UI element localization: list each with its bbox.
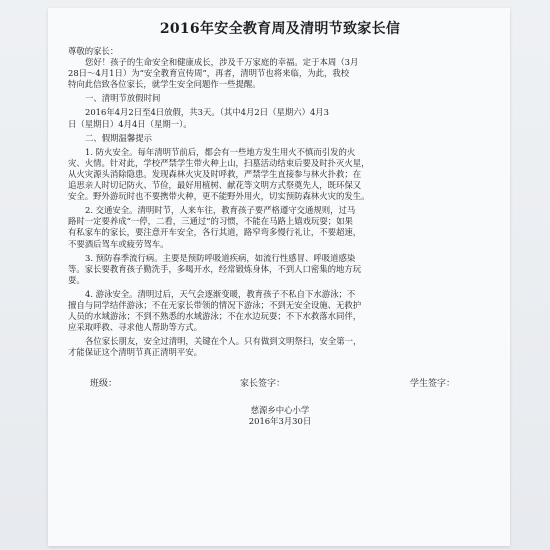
section-line: 2016年4月2日至4日放假，共3天。（其中4月2日（星期六）4月3 bbox=[85, 107, 329, 118]
item-line: 追思亲人时切记防火、节俭，最好用植树、献花等文明方式祭奠先人，既环保又 bbox=[68, 180, 362, 191]
item-line: 等。家长要教育孩子勤洗手，多喝开水，经常锻炼身体，不到人口密集的地方玩 bbox=[68, 263, 362, 274]
item-line: 擅自与同学结伴游泳；不在无家长带领的情况下游泳；不到无安全设施、无救护 bbox=[68, 299, 362, 310]
letter-footer bbox=[68, 405, 492, 427]
section-heading: 二、假期温馨提示 bbox=[85, 132, 152, 143]
letter-title: 2016年安全教育周及清明节致家长信 bbox=[159, 21, 401, 37]
class-label: 班级： bbox=[90, 379, 118, 390]
school-name: 慈源乡中心小学 bbox=[250, 405, 310, 416]
closing-line: 各位家长朋友，安全过清明，关键在个人。只有做到文明祭扫，安全第一， bbox=[85, 336, 362, 347]
item-line: 4. 游泳安全。清明过后，天气会逐渐变暖，教育孩子不私自下水游泳；不 bbox=[85, 288, 356, 299]
letter-date: 2016年3月30日 bbox=[248, 416, 312, 427]
item-line: 灾、火情。针对此，学校严禁学生带火种上山，扫墓活动结束后要及时扑灭火星， bbox=[68, 157, 370, 168]
item-line: 安全。野外游玩时也不要携带火种，更不能野外用火，切实预防森林火灾的发生。 bbox=[68, 191, 370, 202]
intro-line: 您好！孩子的生命安全和健康成长，涉及千万家庭的幸福。定于本周（3月 bbox=[85, 57, 359, 68]
item-line: 耍。 bbox=[68, 274, 85, 285]
letter-page bbox=[48, 8, 510, 546]
item-line: 应采取呼救、寻求他人帮助等方式。 bbox=[68, 322, 202, 333]
section-heading: 一、清明节放假时间 bbox=[85, 93, 161, 104]
student-signature-label: 学生签字： bbox=[410, 379, 456, 390]
parent-signature-label: 家长签字： bbox=[240, 379, 286, 390]
item-line: 有私家车的家长，要注意开车安全，各行其道，路窄弯多慢行礼让，不要超速， bbox=[68, 227, 362, 238]
item-line: 不要酒后驾车或疲劳驾车。 bbox=[68, 238, 169, 249]
item-line: 2. 交通安全。清明时节，人来车往，教育孩子要严格遵守交通规则，过马 bbox=[85, 205, 356, 216]
closing-line: 才能保证这个清明节真正清明平安。 bbox=[68, 347, 202, 358]
item-line: 路时一定要养成“一停，二看，三通过”的习惯，不能在马路上嬉戏玩耍；如果 bbox=[68, 216, 353, 227]
signature-row bbox=[68, 376, 492, 389]
intro-line: 28日～4月1日）为“安全教育宣传周”，再者，清明节也将来临，为此，我校 bbox=[68, 68, 350, 79]
greeting: 尊敬的家长： bbox=[68, 46, 119, 56]
item-line: 1. 防火安全。每年清明节前后，都会有一些地方发生用火不慎而引发的火 bbox=[85, 146, 356, 157]
item-line: 3. 预防春季流行病。主要是预防呼吸道疾病，如流行性感冒、呼吸道感染 bbox=[85, 252, 356, 263]
item-line: 从火灾源头消除隐患。发现森林火灾及时呼救，严禁学生直接参与林火扑救；在 bbox=[68, 168, 362, 179]
intro-line: 特向此信致各位家长，就学生安全问题作一些提醒。 bbox=[68, 79, 261, 90]
item-line: 人员的水域游泳；不到不熟悉的水域游泳；不在水边玩耍；不下水救落水同伴， bbox=[68, 311, 362, 322]
section-line: 日（星期日）4月4日（星期一）。 bbox=[68, 118, 192, 129]
